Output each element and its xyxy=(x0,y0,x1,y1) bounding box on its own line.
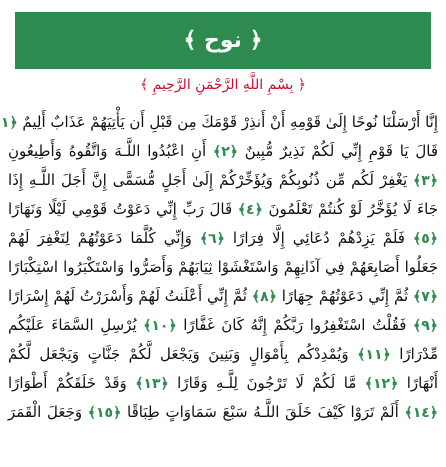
verse-number-marker: ﴿٧﴾ xyxy=(413,289,438,305)
verse-number-marker: ﴿١٢﴾ xyxy=(364,376,399,392)
verse-number-marker: ﴿٥﴾ xyxy=(413,231,438,247)
verse-line xyxy=(8,166,438,195)
verse-line xyxy=(8,340,438,369)
verse-text: ثُمَّ إِنِّي أَعْلَنتُ لَهُمْ وَأَسْرَرْتُ لَهُمْ إِسْرَارًا xyxy=(8,287,252,305)
verse-text: فَلَمْ يَزِدْهُمْ دُعَائِي إِلَّا فِرَارًا xyxy=(224,229,414,247)
verse-text: مَّا لَكُمْ لَا تَرْجُونَ لِلَّـهِ وَقَارًا xyxy=(168,374,365,392)
verse-text: إِنَّا أَرْسَلْنَا نُوحًا إِلَىٰ قَوْمِهِ أَنْ أَنذِرْ قَوْمَكَ مِن قَبْلِ أَن يَأْتِيَهُمْ عَذَابٌ أَلِيمٌ xyxy=(17,113,438,131)
verse-text: جَاءَ لَا يُؤَخَّرُ لَوْ كُنتُمْ تَعْلَمُونَ xyxy=(262,200,439,218)
verse-line xyxy=(8,311,438,340)
verse-text: فَقُلْتُ اسْتَغْفِرُوا رَبَّكُمْ إِنَّهُ كَانَ غَفَّارًا xyxy=(176,316,414,334)
verse-text: أَنْهَارًا xyxy=(398,374,438,392)
verse-number-marker: ﴿٢﴾ xyxy=(213,144,238,160)
verse-text: أَلَمْ تَرَوْا كَيْفَ خَلَقَ اللَّـهُ سَبْعَ سَمَاوَاتٍ طِبَاقًا xyxy=(121,403,405,421)
verse-text: قَالَ رَبِّ إِنِّي دَعَوْتُ قَوْمِي لَيْلًا وَنَهَارًا xyxy=(8,200,238,218)
verse-number-marker: ﴿٦﴾ xyxy=(199,231,225,247)
verse-text: قَالَ يَا قَوْمِ إِنِّي لَكُمْ نَذِيرٌ مُّبِينٌ xyxy=(237,142,438,160)
verse-text: وَيُمْدِدْكُم بِأَمْوَالٍ وَبَنِينَ وَيَجْعَل لَّكُمْ جَنَّاتٍ وَيَجْعَل لَّكُمْ xyxy=(8,345,358,363)
verse-number-marker: ﴿١٤﴾ xyxy=(404,405,438,421)
verse-number-marker: ﴿٨﴾ xyxy=(251,289,277,305)
surah-title: ﴿ نوح ﴾ xyxy=(183,28,263,53)
verse-line xyxy=(0,108,438,137)
verse-line xyxy=(8,253,438,282)
verse-text: وَقَدْ خَلَقَكُمْ أَطْوَارًا xyxy=(8,374,136,392)
verse-text: مِّدْرَارًا xyxy=(390,345,438,363)
verse-text: ثُمَّ إِنِّي دَعَوْتُهُمْ جِهَارًا xyxy=(276,287,414,305)
verse-line xyxy=(8,282,438,311)
verse-text: وَجَعَلَ الْقَمَرَ xyxy=(8,403,88,421)
verse-number-marker: ﴿٩﴾ xyxy=(413,318,438,334)
surah-title-banner xyxy=(15,12,431,69)
verse-line xyxy=(8,224,438,253)
verse-text: يُرْسِلِ السَّمَاءَ عَلَيْكُم xyxy=(8,316,144,334)
verse-number-marker: ﴿١١﴾ xyxy=(357,347,391,363)
verse-number-marker: ﴿٤﴾ xyxy=(237,202,263,218)
verse-number-marker: ﴿١٥﴾ xyxy=(87,405,122,421)
verse-line xyxy=(8,369,438,398)
verse-text: وَإِنِّي كُلَّمَا دَعَوْتُهُمْ لِتَغْفِرَ لَهُمْ xyxy=(8,229,200,247)
verse-number-marker: ﴿١٣﴾ xyxy=(135,376,169,392)
verse-line xyxy=(8,398,438,427)
verses-block xyxy=(0,108,439,427)
verse-number-marker: ﴿١ xyxy=(0,115,18,131)
verse-text: جَعَلُوا أَصَابِعَهُمْ فِي آذَانِهِمْ وَاسْتَغْشَوْا ثِيَابَهُمْ وَأَصَرُّوا وَاسْتَكْبَرُوا اسْتِكْبَارًا xyxy=(8,258,438,276)
verse-text: أَنِ اعْبُدُوا اللَّـهَ وَاتَّقُوهُ وَأَطِيعُونِ xyxy=(8,142,214,160)
verse-number-marker: ﴿١٠﴾ xyxy=(143,318,177,334)
verse-number-marker: ﴿٣﴾ xyxy=(413,173,438,189)
basmala: ﴿ بِسْمِ اللَّهِ الرَّحْمَنِ الرَّحِيمِ ﴾ xyxy=(139,77,307,93)
verse-line xyxy=(8,195,438,224)
verse-text: يَغْفِرْ لَكُم مِّن ذُنُوبِكُمْ وَيُؤَخِّرْكُمْ إِلَىٰ أَجَلٍ مُّسَمًّى إِنَّ أَجَلَ اللَّـهِ إِذَا xyxy=(8,171,414,189)
verse-line xyxy=(8,137,438,166)
